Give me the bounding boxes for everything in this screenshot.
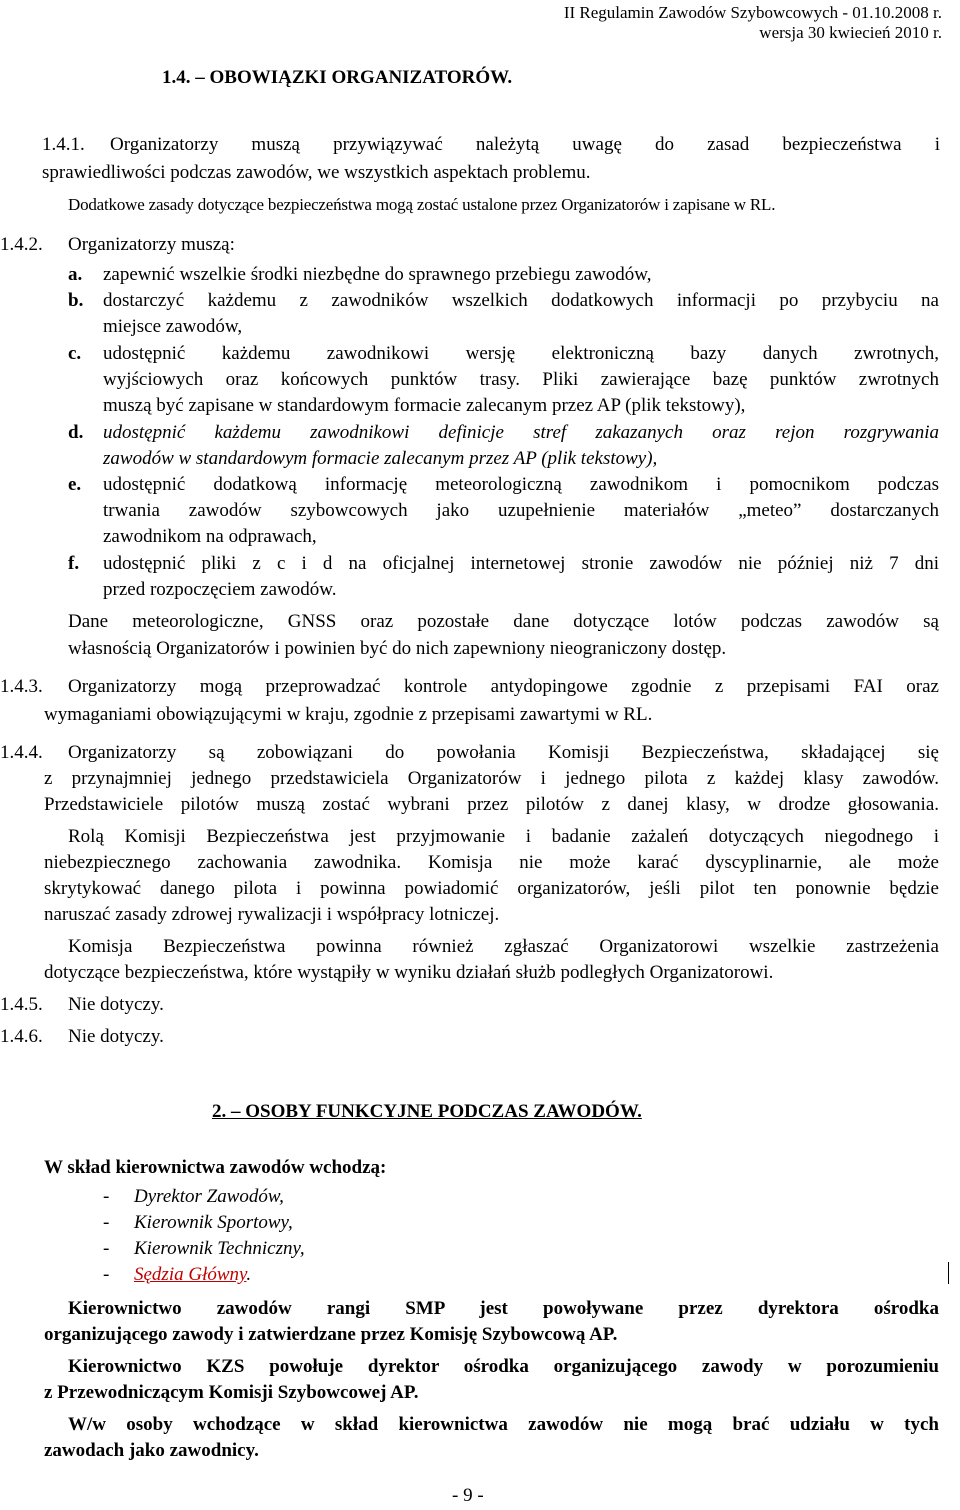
p142-intro: Organizatorzy muszą: — [68, 234, 235, 255]
s2-para1-line-1: Kierownictwo zawodów rangi SMP jest powoływane przez dyrektora ośrodka — [68, 1298, 939, 1319]
page-number: - 9 - — [452, 1485, 484, 1506]
p142-closing-1: Dane meteorologiczne, GNSS oraz pozostałe dane dotyczące lotów podczas zawodów są — [68, 611, 939, 632]
p145-text: Nie dotyczy. — [68, 994, 164, 1015]
item-b-line-1: dostarczyć każdemu z zawodników wszelkich dodatkowych informacji po przybyciu na — [103, 290, 939, 311]
member-2-dash: - — [103, 1212, 110, 1233]
item-d-line-2: zawodów w standardowym formacie zalecanym przez AP (plik tekstowy), — [103, 448, 658, 469]
item-c-line-2: wyjściowych oraz końcowych punktów trasy. Pliki zawierające bazę punktów zwrotnych — [103, 369, 939, 390]
item-c-line-1: udostępnić każdemu zawodnikowi wersję elektroniczną bazy danych zwrotnych, — [103, 343, 939, 364]
member-4-link[interactable]: Sędzia Główny — [134, 1264, 247, 1285]
item-a-line: zapewnić wszelkie środki niezbędne do sprawnego przebiegu zawodów, — [103, 264, 652, 285]
member-1-dash: - — [103, 1186, 110, 1207]
p143-number: 1.4.3. — [0, 676, 43, 697]
p144-number: 1.4.4. — [0, 742, 43, 763]
item-d-line-1: udostępnić każdemu zawodnikowi definicje stref zakazanych oraz rejon rozgrywania — [103, 422, 939, 443]
item-f-label: f. — [68, 553, 80, 574]
s2-para3-line-1: W/w osoby wchodzące w skład kierownictwa zawodów nie mogą brać udziału w tych — [68, 1414, 939, 1435]
s2-para2-line-2: z Przewodniczącym Komisji Szybowcowej AP. — [44, 1382, 419, 1403]
member-3-dash: - — [103, 1238, 110, 1259]
p143-line-1: Organizatorzy mogą przeprowadzać kontrole antydopingowe zgodnie z przepisami FAI oraz — [68, 676, 939, 697]
p144-line-3: Przedstawiciele pilotów muszą zostać wybrani przez pilotów z danej klasy, w drodze głosowania. — [44, 794, 939, 815]
p144-line-1: Organizatorzy są zobowiązani do powołania Komisji Bezpieczeństwa, składającej się — [68, 742, 939, 763]
p144-para2-line-1: Rolą Komisji Bezpieczeństwa jest przyjmowanie i badanie zażaleń dotyczących niegodnego i — [68, 826, 939, 847]
item-c-line-3: muszą być zapisane w standardowym formacie zalecanym przez AP (plik tekstowy), — [103, 395, 746, 416]
change-bar — [948, 1262, 949, 1284]
item-f-line-1: udostępnić pliki z c i d na oficjalnej internetowej stronie zawodów nie później niż 7 dni — [103, 553, 939, 574]
section-1-4-title: 1.4. – OBOWIĄZKI ORGANIZATORÓW. — [162, 67, 513, 88]
item-b-label: b. — [68, 290, 84, 311]
p144-para2-line-2: niebezpiecznego zachowania zawodnika. Komisja nie może karać dyscyplinarnie, ale może — [44, 852, 939, 873]
member-1: Dyrektor Zawodów, — [134, 1186, 284, 1207]
item-e-line-2: trwania zawodów szybowcowych jako uzupełnienie materiałów „meteo” dostarczanych — [103, 500, 939, 521]
s2-para1-line-2: organizującego zawody i zatwierdzane przez Komisję Szybowcową AP. — [44, 1324, 618, 1345]
header-line-2: wersja 30 kwiecień 2010 r. — [759, 23, 942, 42]
item-e-label: e. — [68, 474, 82, 495]
p144-para2-line-4: naruszać zasady zdrowej rywalizacji i współpracy lotniczej. — [44, 904, 500, 925]
p144-line-2: z przynajmniej jednego przedstawiciela Organizatorów i jednego pilota z każdej klasy zawodów. — [44, 768, 939, 789]
p143-line-2: wymaganiami obowiązującymi w kraju, zgodnie z przepisami zawartymi w RL. — [44, 704, 653, 725]
item-b-line-2: miejsce zawodów, — [103, 316, 243, 337]
p144-para2-line-3: skrytykować danego pilota i powinna powiadomić organizatorów, jeśli pilot ten ponownie będzie — [44, 878, 939, 899]
p141-line3: Dodatkowe zasady dotyczące bezpieczeństwa mogą zostać ustalone przez Organizatorów i zapisane w RL. — [68, 195, 776, 214]
p141-number: 1.4.1. — [42, 134, 85, 155]
member-4-suffix: . — [246, 1264, 252, 1285]
member-3: Kierownik Techniczny, — [134, 1238, 305, 1259]
p141-line1: Organizatorzy muszą przywiązywać należytą uwagę do zasad bezpieczeństwa i — [110, 134, 940, 155]
s2-para2-line-1: Kierownictwo KZS powołuje dyrektor ośrodka organizującego zawody w porozumieniu — [68, 1356, 939, 1377]
item-a-label: a. — [68, 264, 83, 285]
p146-number: 1.4.6. — [0, 1026, 43, 1047]
item-c-label: c. — [68, 343, 82, 364]
header-line-1: II Regulamin Zawodów Szybowcowych - 01.10.2008 r. — [563, 3, 942, 22]
item-f-line-2: przed rozpoczęciem zawodów. — [103, 579, 337, 600]
member-2: Kierownik Sportowy, — [134, 1212, 293, 1233]
item-e-line-3: zawodnikom na odprawach, — [103, 526, 317, 547]
item-e-line-1: udostępnić dodatkową informację meteorologiczną zawodnikom i pomocnikom podczas — [103, 474, 939, 495]
section-2-intro: W skład kierownictwa zawodów wchodzą: — [44, 1157, 387, 1178]
p144-para3-line-2: dotyczące bezpieczeństwa, które wystąpiły w wyniku działań służb podległych Organizatorowi. — [44, 962, 774, 983]
item-d-label: d. — [68, 422, 84, 443]
p142-number: 1.4.2. — [0, 234, 43, 255]
p142-closing-2: własnością Organizatorów i powinien być do nich zapewniony nieograniczony dostęp. — [68, 638, 727, 659]
p144-para3-line-1: Komisja Bezpieczeństwa powinna również zgłaszać Organizatorowi wszelkie zastrzeżenia — [68, 936, 939, 957]
section-2-title: 2. – OSOBY FUNKCYJNE PODCZAS ZAWODÓW. — [212, 1101, 642, 1122]
p146-text: Nie dotyczy. — [68, 1026, 164, 1047]
p141-line2: sprawiedliwości podczas zawodów, we wszystkich aspektach problemu. — [42, 162, 591, 183]
p145-number: 1.4.5. — [0, 994, 43, 1015]
s2-para3-line-2: zawodach jako zawodnicy. — [44, 1440, 259, 1461]
member-4-dash: - — [103, 1264, 110, 1285]
